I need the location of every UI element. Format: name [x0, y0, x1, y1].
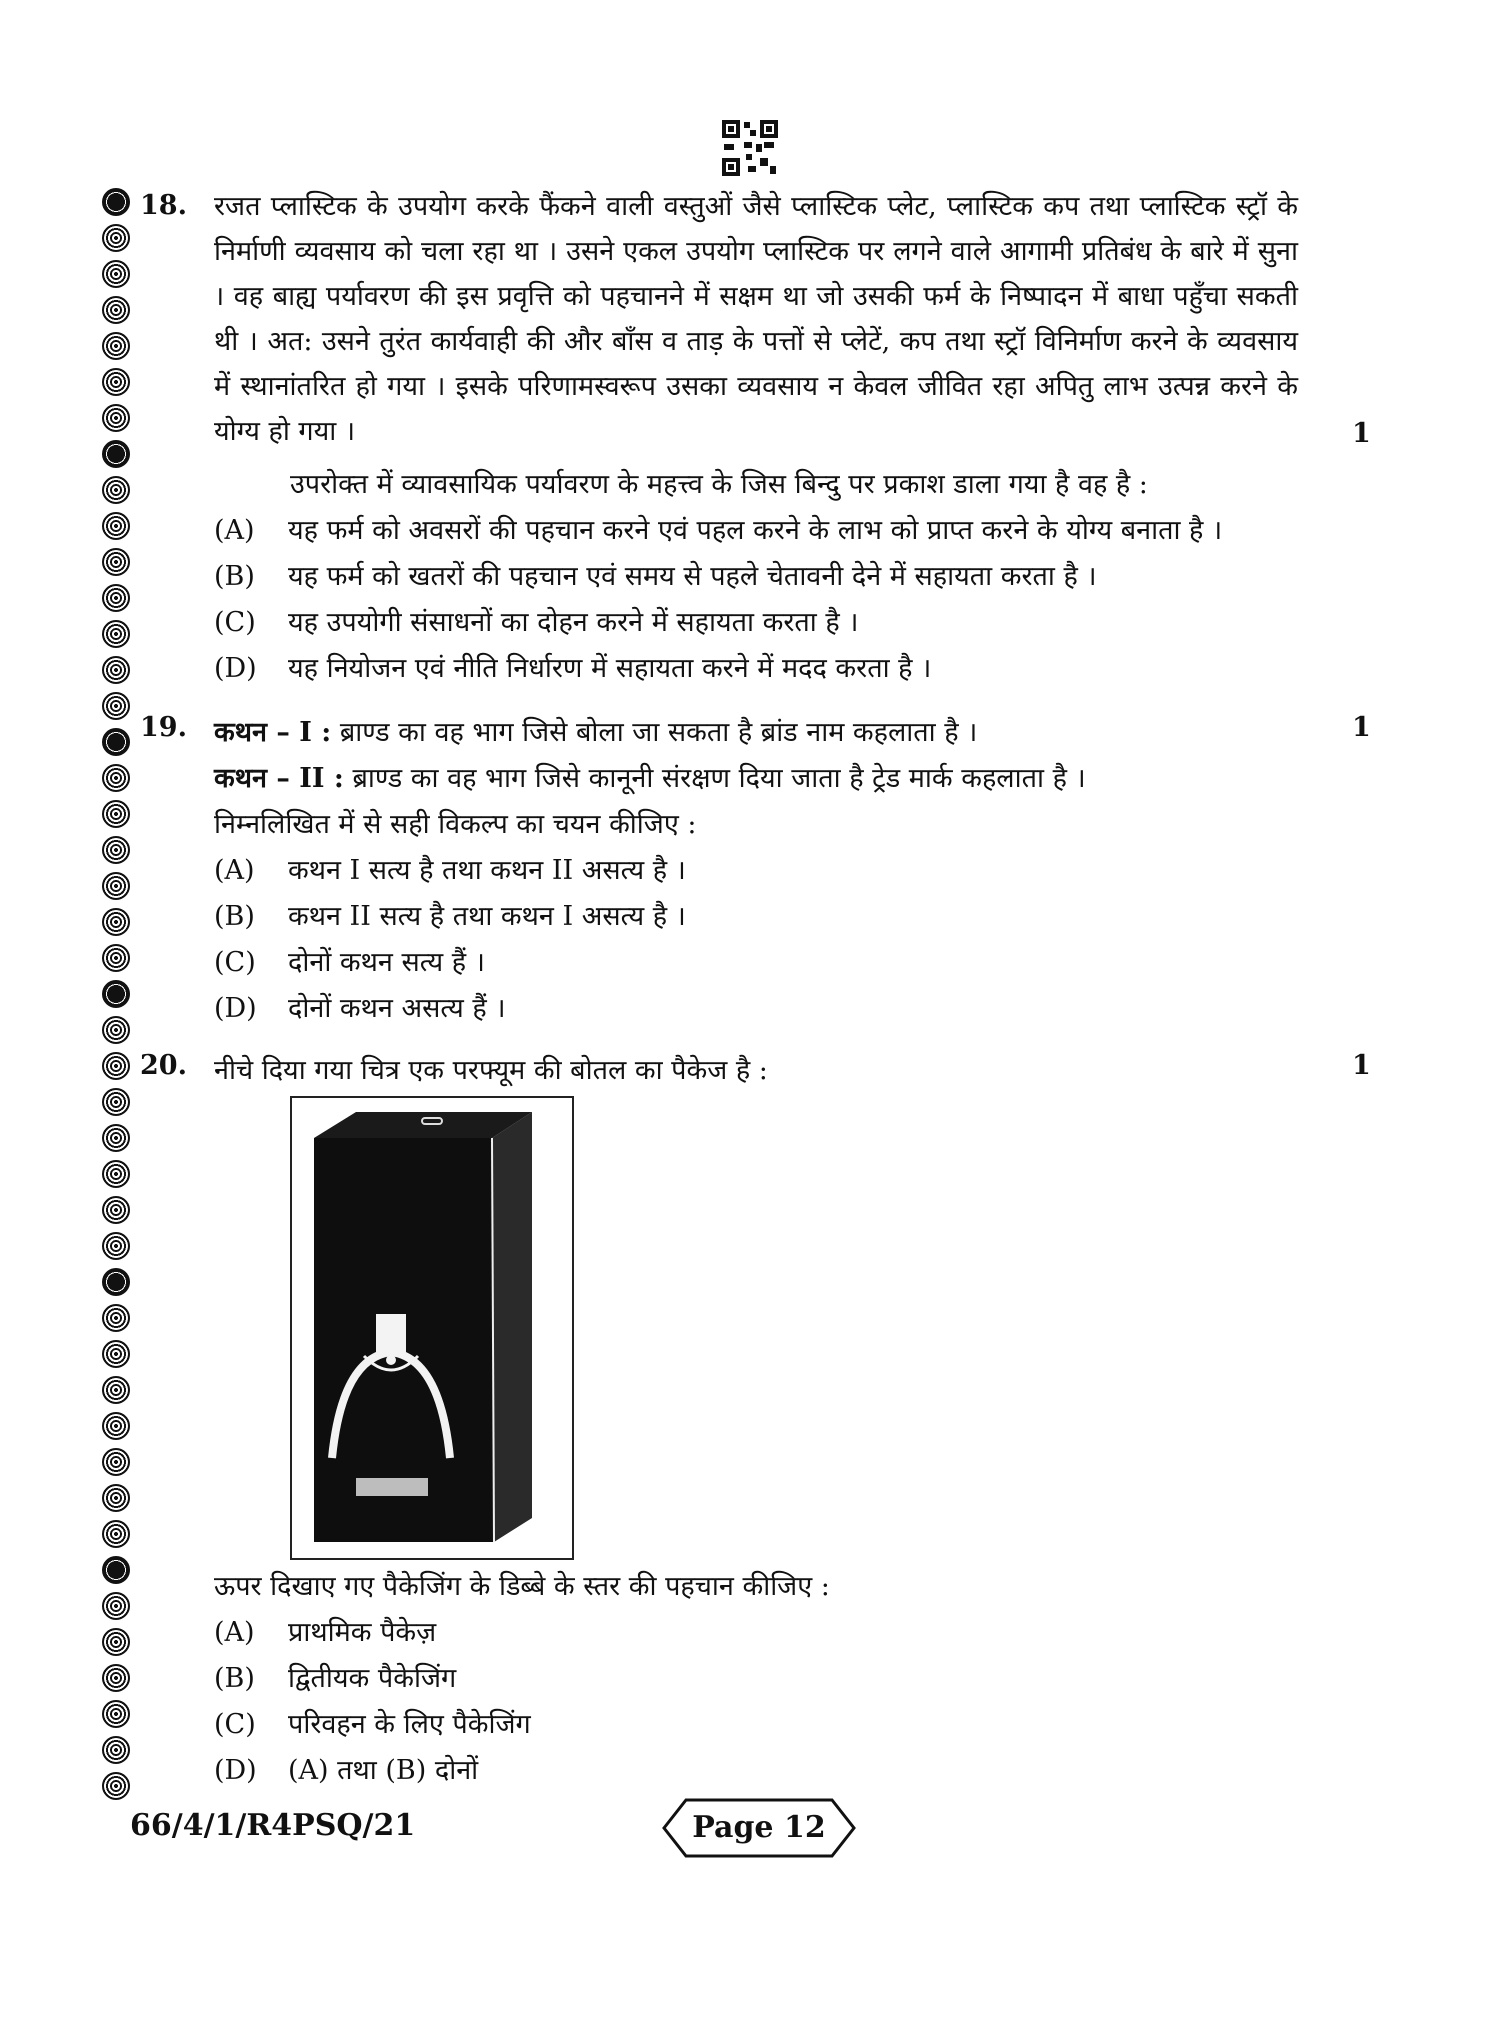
question-18-number: 18.: [140, 190, 187, 221]
question-19-option-a: (A) कथन I सत्य है तथा कथन II असत्य है ।: [214, 855, 686, 886]
question-20-intro: नीचे दिया गया चित्र एक परफ्यूम की बोतल का पैकेज है :: [214, 1055, 768, 1086]
question-18-option-c: (C) यह उपयोगी संसाधनों का दोहन करने में सहायता करता है ।: [214, 607, 859, 638]
question-18-prompt: उपरोक्त में व्यावसायिक पर्यावरण के महत्त्व के जिस बिन्दु पर प्रकाश डाला गया है वह है :: [290, 469, 1148, 500]
question-20-marks: 1: [1352, 1050, 1371, 1081]
page-number-box: [646, 1796, 872, 1860]
margin-security-border: [96, 188, 136, 1824]
question-20-option-d: (D) (A) तथा (B) दोनों: [214, 1755, 479, 1786]
question-19-option-c: (C) दोनों कथन सत्य हैं ।: [214, 947, 485, 978]
perfume-package-figure: [290, 1096, 574, 1560]
question-19-prompt: निम्नलिखित में से सही विकल्प का चयन कीजिए :: [214, 809, 697, 840]
question-20-number: 20.: [140, 1050, 187, 1081]
qr-code-icon: [720, 118, 780, 178]
question-20-option-b: (B) द्वितीयक पैकेजिंग: [214, 1663, 457, 1694]
question-20-prompt: ऊपर दिखाए गए पैकेजिंग के डिब्बे के स्तर की पहचान कीजिए :: [214, 1571, 830, 1602]
question-18-marks: 1: [1352, 418, 1371, 449]
paper-code: 66/4/1/R4PSQ/21: [130, 1808, 416, 1843]
question-20-option-a: (A) प्राथमिक पैकेज़: [214, 1617, 437, 1648]
question-18-option-d: (D) यह नियोजन एवं नीति निर्धारण में सहायता करने में मदद करता है ।: [214, 653, 932, 684]
perfume-box-illustration: [292, 1098, 572, 1558]
question-19-statement-1: कथन – I : ब्राण्ड का वह भाग जिसे बोला जा सकता है ब्रांड नाम कहलाता है ।: [214, 717, 978, 748]
question-18-paragraph: रजत प्लास्टिक के उपयोग करके फैंकने वाली वस्तुओं जैसे प्लास्टिक प्लेट, प्लास्टिक कप तथा प्लास्टिक स्ट्रॉ के निर्माणी व्यवसाय को चला रहा था । उसने एकल उपयोग प्लास्टिक पर लगने वाले आगामी प्रतिबंध के बारे में सुना । वह बाह्य पर्यावरण की इस प्रवृत्ति को पहचानने में सक्षम था जो उसकी फर्म के निष्पादन में बाधा पहुँचा सकती थी । अत: उसने तुरंत कार्यवाही की और बाँस व ताड़ के पत्तों से प्लेटें, कप तथा स्ट्रॉ विनिर्माण करने के व्यवसाय में स्थानांतरित हो गया । इसके परिणामस्वरूप उसका व्यवसाय न केवल जीवित रहा अपितु लाभ उत्पन्न करने के योग्य हो गया ।: [214, 191, 1298, 447]
question-19-number: 19.: [140, 712, 187, 743]
page-number: Page 12: [692, 1810, 826, 1845]
question-19-option-b: (B) कथन II सत्य है तथा कथन I असत्य है ।: [214, 901, 686, 932]
question-19-marks: 1: [1352, 712, 1371, 743]
question-18-option-b: (B) यह फर्म को खतरों की पहचान एवं समय से पहले चेतावनी देने में सहायता करता है ।: [214, 561, 1097, 592]
question-19-statement-2: कथन – II : ब्राण्ड का वह भाग जिसे कानूनी संरक्षण दिया जाता है ट्रेड मार्क कहलाता है ।: [214, 763, 1086, 794]
question-18-option-a: (A) यह फर्म को अवसरों की पहचान करने एवं पहल करने के लाभ को प्राप्त करने के योग्य बनाता है ।: [214, 515, 1223, 546]
question-20-option-c: (C) परिवहन के लिए पैकेजिंग: [214, 1709, 531, 1740]
question-19-option-d: (D) दोनों कथन असत्य हैं ।: [214, 993, 506, 1024]
